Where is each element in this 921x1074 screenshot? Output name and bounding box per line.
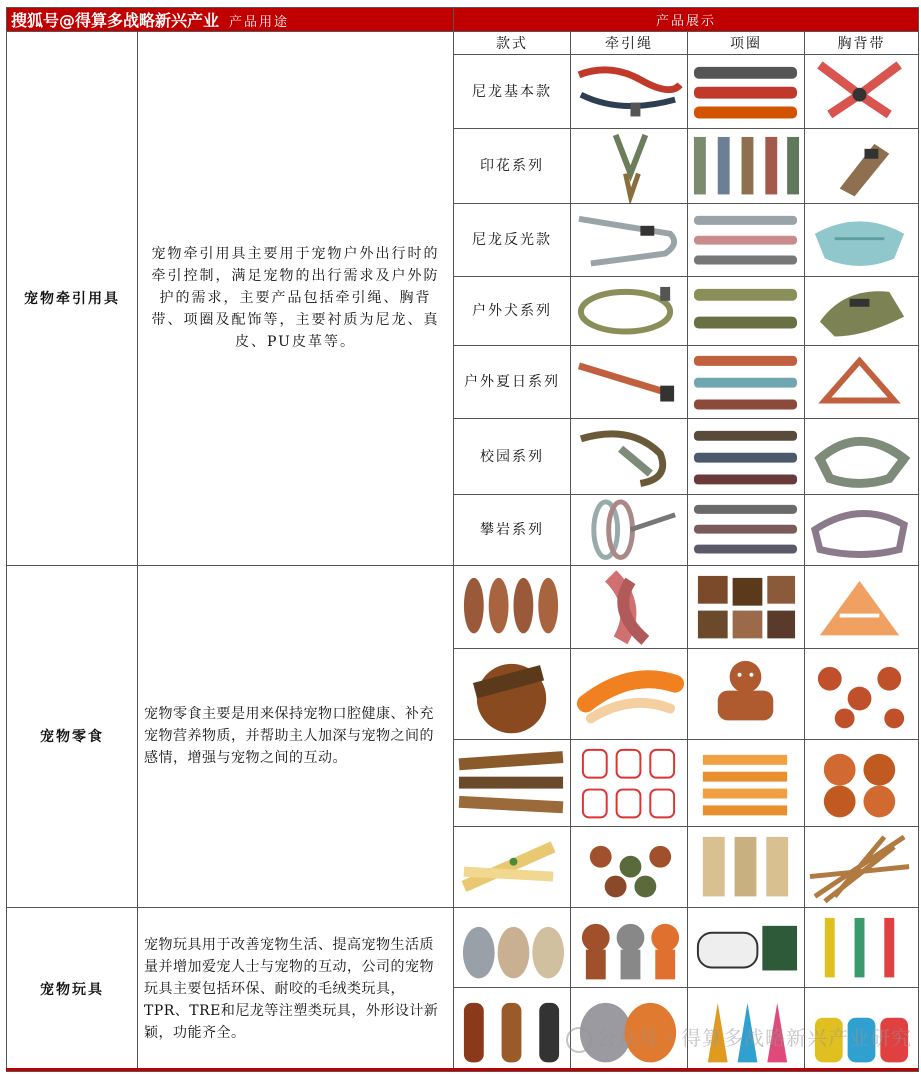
style-label: 尼龙反光款 (454, 203, 571, 276)
description-snack: 宠物零食主要是用来保持宠物口腔健康、补充宠物营养物质，并帮助主人加深与宠物之间的感情，增强与宠物之间的互动。 (138, 565, 454, 907)
source-label: 搜狐号@得算多战略新兴产业 (11, 11, 220, 30)
style-label: 校园系列 (454, 418, 571, 494)
leash-image (571, 129, 688, 203)
style-label: 印花系列 (454, 129, 571, 203)
snack-image (571, 565, 688, 648)
collar-image (688, 345, 805, 418)
col-style: 款式 (454, 32, 571, 55)
usage-label: 产品用途 (229, 15, 290, 30)
harness-image (805, 129, 919, 203)
collar-image (688, 277, 805, 345)
snack-image (688, 565, 805, 648)
leash-image (571, 55, 688, 129)
style-label: 户外犬系列 (454, 277, 571, 345)
snack-image (805, 565, 919, 648)
snack-image (454, 740, 571, 827)
snack-image (688, 648, 805, 739)
description-leash: 宠物牵引用具主要用于宠物户外出行时的牵引控制，满足宠物的出行需求及户外防护的需求，主要产品包括牵引绳、胸背带、项圈及配饰等，主要衬质为尼龙、真皮、PU皮革等。 (138, 32, 454, 566)
snack-image (805, 648, 919, 739)
toy-image (454, 907, 571, 987)
leash-image (571, 277, 688, 345)
col-harness: 胸背带 (805, 32, 919, 55)
harness-image (805, 55, 919, 129)
category-snack: 宠物零食 (7, 565, 138, 907)
leash-image (571, 203, 688, 276)
snack-image (805, 740, 919, 827)
harness-image (805, 495, 919, 565)
snack-image (454, 648, 571, 739)
watermark (566, 1022, 912, 1053)
snack-image (454, 565, 571, 648)
toy-image (571, 907, 688, 987)
sub-header-row (7, 32, 919, 55)
snack-image (571, 740, 688, 827)
style-label: 攀岩系列 (454, 495, 571, 565)
toy-image (454, 987, 571, 1071)
display-label: 产品展示 (454, 8, 919, 32)
col-leash: 牵引绳 (571, 32, 688, 55)
leash-image (571, 495, 688, 565)
harness-image (805, 277, 919, 345)
collar-image (688, 203, 805, 276)
category-toy: 宠物玩具 (7, 907, 138, 1072)
snack-image (571, 827, 688, 907)
snack-row (7, 565, 919, 648)
snack-image (571, 648, 688, 739)
snack-image (688, 827, 805, 907)
collar-image (688, 55, 805, 129)
snack-image (454, 827, 571, 907)
header-row (7, 8, 919, 32)
watermark-text: 公众号 · 得算多战略新兴产业研究 (596, 1026, 913, 1050)
wechat-icon (566, 1027, 592, 1053)
harness-image (805, 203, 919, 276)
leash-image (571, 418, 688, 494)
collar-image (688, 495, 805, 565)
bottom-bar (6, 1068, 918, 1071)
product-table (6, 7, 919, 1072)
toy-image (688, 907, 805, 987)
collar-image (688, 418, 805, 494)
style-label: 尼龙基本款 (454, 55, 571, 129)
collar-image (688, 129, 805, 203)
description-toy: 宠物玩具用于改善宠物生活、提高宠物生活质量并增加爱宠人士与宠物的互动，公司的宠物玩具主要包括环保、耐咬的毛绒类玩具，TPR、TRE和尼龙等注塑类玩具，外形设计新颖，功能齐全。 (138, 907, 454, 1072)
toy-row (7, 907, 919, 987)
header-left (7, 8, 454, 32)
harness-image (805, 418, 919, 494)
harness-image (805, 345, 919, 418)
category-leash: 宠物牵引用具 (7, 32, 138, 566)
col-collar: 项圈 (688, 32, 805, 55)
style-label: 户外夏日系列 (454, 345, 571, 418)
snack-image (688, 740, 805, 827)
toy-image (805, 907, 919, 987)
snack-image (805, 827, 919, 907)
leash-image (571, 345, 688, 418)
